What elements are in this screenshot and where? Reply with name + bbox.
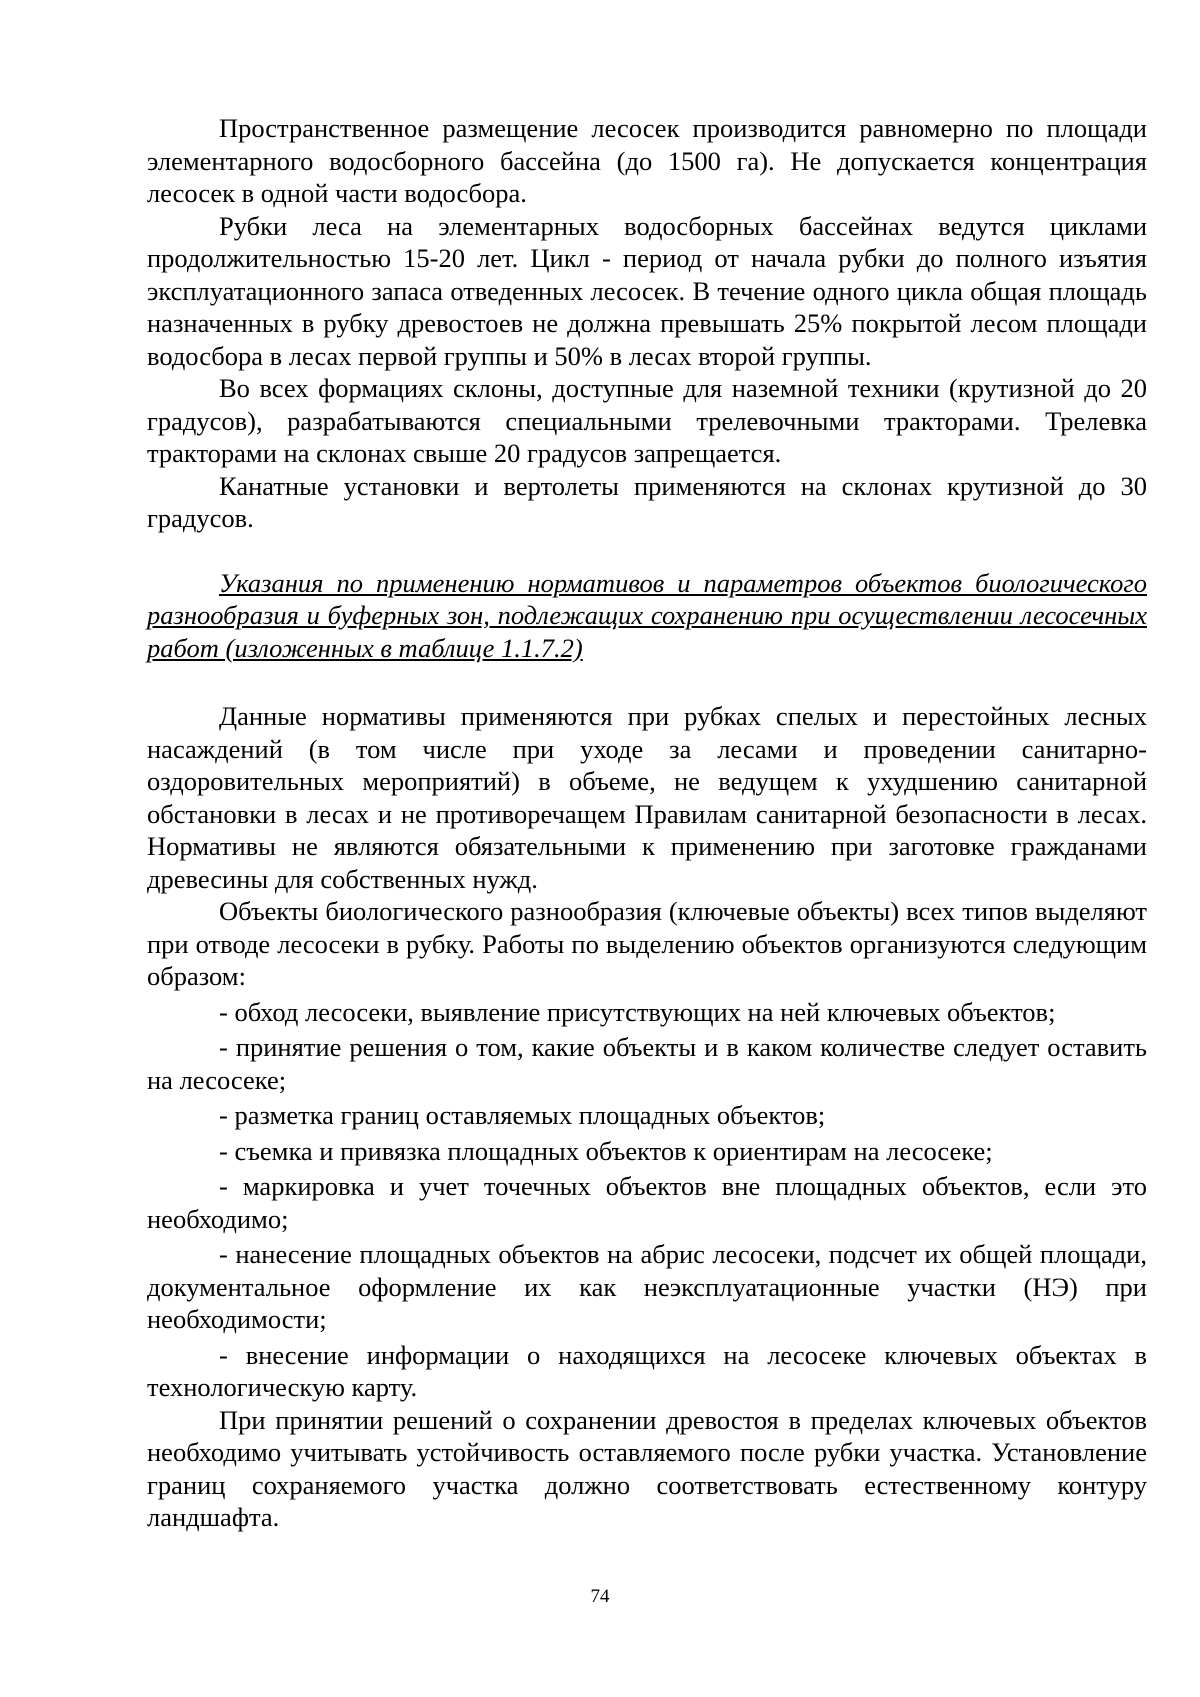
list-item: - разметка границ оставляемых площадных объектов;: [219, 1100, 826, 1130]
document-page: [147, 112, 1147, 1534]
list-item: - маркировка и учет точечных объектов вне площадных объектов, если это необходимо;: [147, 1171, 1147, 1234]
paragraph-cable-helicopters: Канатные установки и вертолеты применяются на склонах крутизной до 30 градусов.: [147, 470, 1147, 533]
paragraph-biodiversity-objects: Объекты биологического разнообразия (ключевые объекты) всех типов выделяют при отводе лесосеки в рубку. Работы по выделению объектов организуются следующим образом:: [147, 896, 1147, 991]
list-item: - нанесение площадных объектов на абрис лесосеки, подсчет их общей площади, документальное оформление их как неэксплуатационные участки (НЭ) при необходимости;: [147, 1239, 1147, 1334]
paragraph-closing: При принятии решений о сохранении древостоя в пределах ключевых объектов необходимо учитывать устойчивость оставляемого после рубки участка. Установление границ сохраняемого участка должно соответствовать естественному контуру ландшафта.: [147, 1404, 1147, 1532]
page-number: 74: [590, 1586, 610, 1607]
paragraph-slopes-tractors: Во всех формациях склоны, доступные для наземной техники (крутизной до 20 градусов), разрабатываются специальными трелевочными тракторами. Трелевка тракторами на склонах свыше 20 градусов запрещается.: [147, 373, 1147, 468]
paragraph-spatial-placement: Пространственное размещение лесосек производится равномерно по площади элементарного водосборного бассейна (до 1500 га). Не допускается концентрация лесосек в одной части водосбора.: [147, 113, 1147, 208]
paragraph-norms-application: Данные нормативы применяются при рубках спелых и перестойных лесных насаждений (в том числе при уходе за лесами и проведении санитарно-оздоровительных мероприятий) в объеме, не ведущем к ухудшению санитарной обстановки в лесах и не противоречащем Правилам санитарной безопасности в лесах. Нормативы не являются обязательными к применению при заготовке гражданами древесины для собственных нужд.: [147, 701, 1147, 894]
list-item: - обход лесосеки, выявление присутствующих на ней ключевых объектов;: [219, 996, 1056, 1027]
section-heading: Указания по применению нормативов и параметров объектов биологического разнообразия и буферных зон, подлежащих сохранению при осуществлении лесосечных работ (изложенных в таблице 1.1.7.2): [147, 567, 1147, 663]
paragraph-cutting-cycles: Рубки леса на элементарных водосборных бассейнах ведутся циклами продолжительностью 15-20 лет. Цикл - период от начала рубки до полного изъятия эксплуатационного запаса отведенных лесосек. В течение одного цикла общая площадь назначенных в рубку древостоев не должна превышать 25% покрытой лесом площади водосбора в лесах первой группы и 50% в лесах второй группы.: [147, 210, 1147, 371]
list-item: - принятие решения о том, какие объекты и в каком количестве следует оставить на лесосеке;: [147, 1032, 1147, 1095]
list-item: - съемка и привязка площадных объектов к ориентирам на лесосеке;: [219, 1135, 993, 1166]
list-item: - внесение информации о находящихся на лесосеке ключевых объектах в технологическую карту.: [147, 1339, 1147, 1402]
